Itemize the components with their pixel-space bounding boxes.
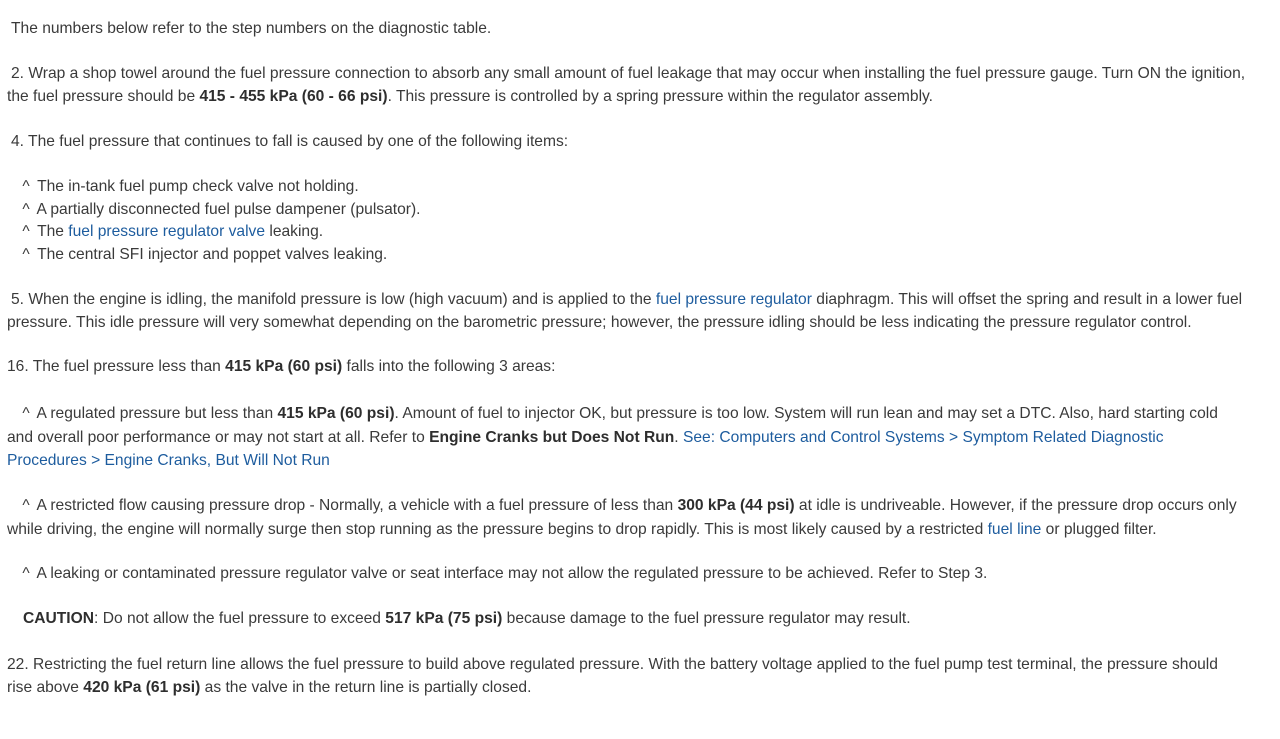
step-5-paragraph: 5. When the engine is idling, the manifold pressure is low (high vacuum) and is applied to the fuel pressure regulator diaphragm. This will offset the spring and result in a lower fuel pressure. This idle pressure will very somewhat depending on the barometric pressure; however, the pressure idling should be less indicating the pressure regulator control. bbox=[7, 291, 1243, 331]
step-4-item-2: ^ A partially disconnected fuel pulse dampener (pulsator). bbox=[19, 199, 1259, 222]
fuel-line-link[interactable]: fuel line bbox=[987, 521, 1042, 538]
step-22-paragraph: 22. Restricting the fuel return line allows the fuel pressure to build above regulated pressure. With the battery voltage applied to the fuel pump test terminal, the pressure should rise above 420 kPa (61 psi) as the valve in the return line is partially closed. bbox=[7, 656, 1218, 696]
caret-icon: ^ bbox=[22, 178, 30, 195]
step-16-item-3: ^ A leaking or contaminated pressure regulator valve or seat interface may not allow the regulated pressure to be achieved. Refer to Step 3. bbox=[19, 563, 1259, 586]
caution-note: CAUTION: Do not allow the fuel pressure to exceed 517 kPa (75 psi) because damage to the fuel pressure regulator may result. bbox=[23, 610, 911, 627]
step-4-item-1: ^ The in-tank fuel pump check valve not holding. bbox=[19, 176, 1259, 199]
caret-icon: ^ bbox=[22, 201, 30, 218]
engine-cranks-procedure-link[interactable]: See: Computers and Control Systems > Symptom Related Diagnostic Procedures > Engine Cranks, But Will Not Run bbox=[7, 428, 1164, 469]
fuel-pressure-regulator-valve-link[interactable]: fuel pressure regulator valve bbox=[68, 223, 266, 240]
caret-icon: ^ bbox=[22, 246, 30, 263]
caret-icon: ^ bbox=[22, 223, 30, 240]
fuel-pressure-regulator-link[interactable]: fuel pressure regulator bbox=[655, 291, 812, 308]
step-16-item-2: ^ A restricted flow causing pressure drop - Normally, a vehicle with a fuel pressure of less than 300 kPa (44 psi) at idle is undriveable. However, if the pressure drop occurs only while driving, the engine will normally surge then stop running as the pressure begins to drop rapidly. This is most likely caused by a restricted fuel line or plugged filter. bbox=[7, 494, 1247, 542]
intro-text: The numbers below refer to the step numbers on the diagnostic table. bbox=[11, 20, 492, 37]
step-16-item-1: ^ A regulated pressure but less than 415 kPa (60 psi). Amount of fuel to injector OK, but pressure is too low. System will run lean and may set a DTC. Also, hard starting cold and overall poor performance or may not start at all. Refer to Engine Cranks but Does Not Run. See: Computers and Control Systems > Symptom Related Diagnostic Procedures > Engine Cranks, But Will Not Run bbox=[7, 402, 1247, 473]
caret-icon: ^ bbox=[22, 565, 30, 582]
step-4-item-4: ^ The central SFI injector and poppet valves leaking. bbox=[19, 244, 1259, 267]
caution-label: CAUTION bbox=[23, 610, 95, 627]
caret-icon: ^ bbox=[22, 497, 30, 514]
step-2-paragraph: 2. Wrap a shop towel around the fuel pressure connection to absorb any small amount of fuel leakage that may occur when installing the fuel pressure gauge. Turn ON the ignition, the fuel pressure should be 415 - 455 kPa (60 - 66 psi). This pressure is controlled by a spring pressure within the regulator assembly. bbox=[7, 65, 1246, 105]
caret-icon: ^ bbox=[22, 405, 30, 422]
step-4-paragraph: 4. The fuel pressure that continues to fall is caused by one of the following items: bbox=[11, 133, 569, 150]
step-4-item-3: ^ The fuel pressure regulator valve leaking. bbox=[19, 221, 1259, 244]
step-16-paragraph: 16. The fuel pressure less than 415 kPa (60 psi) falls into the following 3 areas: bbox=[7, 358, 556, 375]
